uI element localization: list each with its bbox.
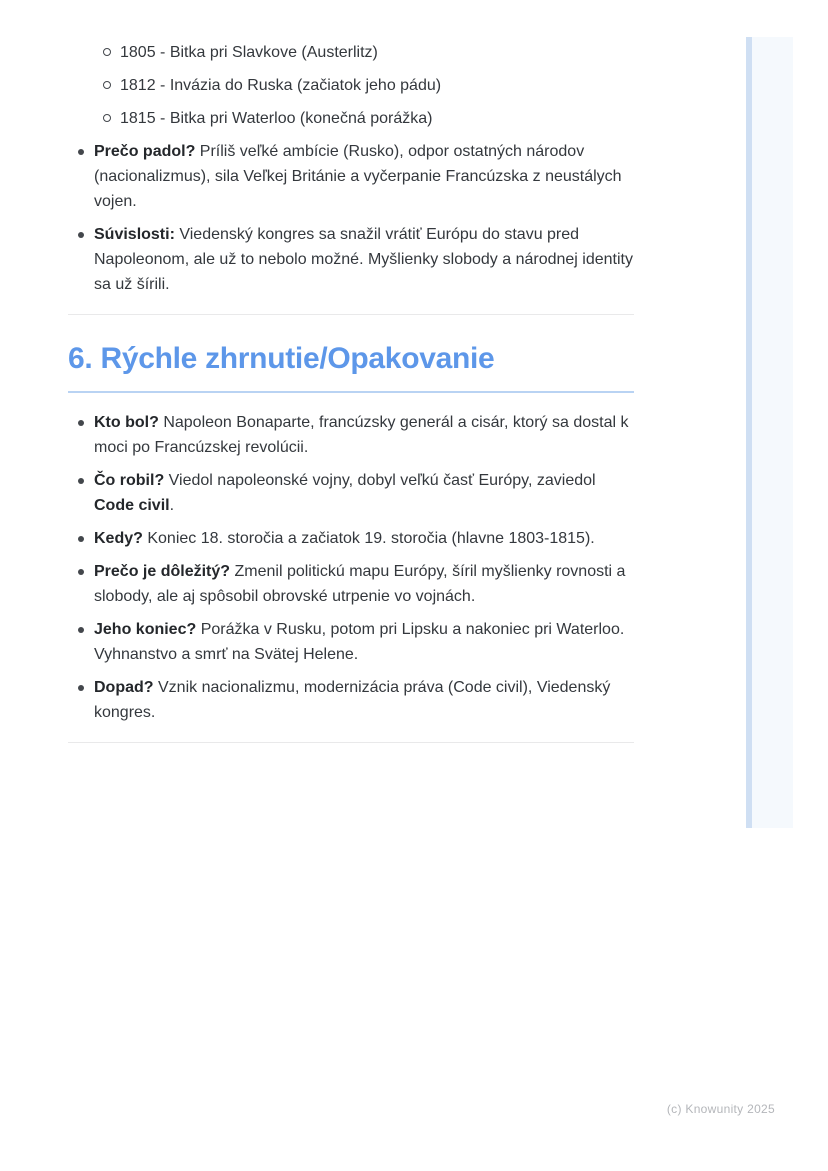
bullet-bold-tail: Code civil [94, 497, 170, 514]
bullet-text: Koniec 18. storočia a začiatok 19. storočia (hlavne 1803-1815). [142, 530, 595, 547]
bullet-lead: Súvislosti: [94, 226, 175, 243]
side-highlight-bar [746, 37, 793, 828]
page-content [68, 0, 634, 743]
bullet-text: Napoleon Bonaparte, francúzsky generál a cisár, ktorý sa dostal k moci po Francúzskej revolúcii. [94, 414, 629, 456]
timeline-item-text: 1812 - Invázia do Ruska (začiatok jeho pádu) [120, 77, 442, 94]
bullet-text: Vznik nacionalizmu, modernizácia práva (Code civil), Viedenský kongres. [94, 679, 611, 721]
bullet-text: Porážka v Rusku, potom pri Lipsku a nakoniec pri Waterloo. Vyhnanstvo a smrť na Svätej Helene. [94, 621, 625, 663]
bullet-lead: Kedy? [94, 530, 143, 547]
list-item [68, 410, 634, 460]
section-heading: 6. Rýchle zhrnutie/Opakovanie [68, 340, 634, 393]
bullet-text: Zmenil politickú mapu Európy, šíril myšlienky rovnosti a slobody, ale aj spôsobil obrovské utrpenie vo vojnách. [94, 563, 626, 605]
list-item [68, 139, 634, 214]
bullet-text: Viedenský kongres sa snažil vrátiť Európu do stavu pred Napoleonom, ale už to nebolo možné. Myšlienky slobody a národnej identity sa už šírili. [94, 226, 633, 293]
bullet-tail: . [169, 497, 175, 514]
bullet-lead: Čo robil? [94, 472, 165, 489]
list-item [68, 559, 634, 609]
list-item [68, 73, 634, 98]
footer-credit: (c) Knowunity 2025 [666, 1102, 775, 1116]
bullet-lead: Kto bol? [94, 414, 159, 431]
bullet-lead: Prečo je dôležitý? [94, 563, 231, 580]
battles-timeline-list [68, 40, 634, 131]
list-item [68, 40, 634, 65]
fall-bullet-list [68, 139, 634, 297]
bullet-text: Viedol napoleonské vojny, dobyl veľkú časť Európy, zaviedol [164, 472, 596, 489]
list-item [68, 106, 634, 131]
list-item [68, 526, 634, 551]
list-item [68, 468, 634, 518]
timeline-item-text: 1815 - Bitka pri Waterloo (konečná porážka) [120, 110, 433, 127]
summary-bullet-list [68, 410, 634, 725]
list-item [68, 617, 634, 667]
bullet-lead: Prečo padol? [94, 143, 196, 160]
section-divider [68, 314, 634, 315]
list-item [68, 222, 634, 297]
bullet-text: Príliš veľké ambície (Rusko), odpor ostatných národov (nacionalizmus), sila Veľkej Británie a vyčerpanie Francúzska z neustálych vojen. [94, 143, 622, 210]
bullet-lead: Dopad? [94, 679, 154, 696]
list-item [68, 675, 634, 725]
bullet-lead: Jeho koniec? [94, 621, 197, 638]
section-divider [68, 742, 634, 743]
timeline-item-text: 1805 - Bitka pri Slavkove (Austerlitz) [120, 44, 378, 61]
